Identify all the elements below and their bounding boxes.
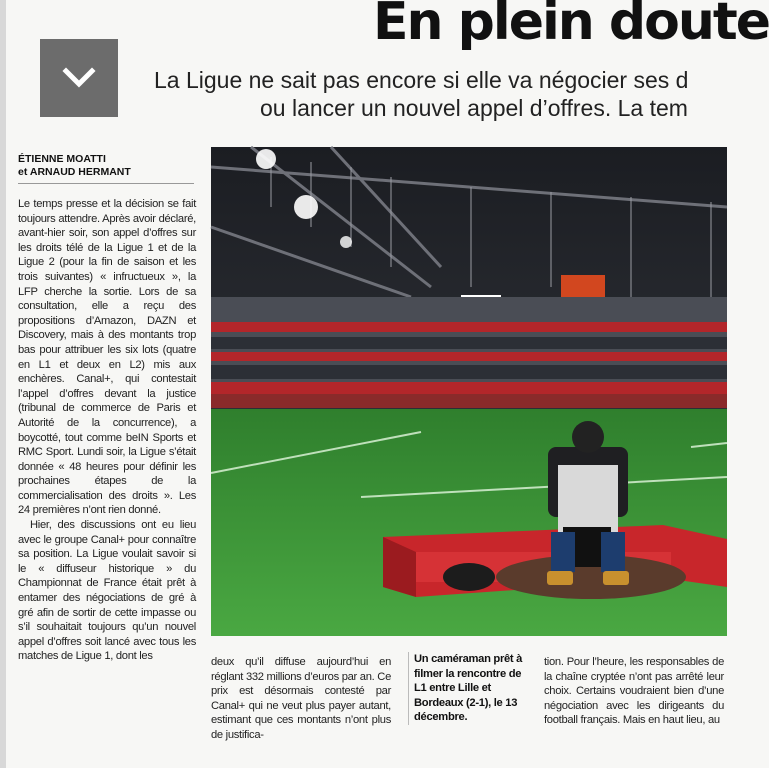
- deck-line-2: ou lancer un nouvel appel d’offres. La tem: [260, 95, 688, 121]
- photo-caption: Un caméraman prêt à filmer la rencontre de L1 entre Lille et Bordeaux (2-1), le 13 décembre.: [408, 652, 526, 725]
- stadium-photo: [211, 147, 727, 636]
- body-column-2: deux qu’il diffuse aujourd’hui en réglant 332 millions d’euros par an. Ce prix est désormais contesté par Canal+ qui ne veut plus payer autant, estimant que ces montants n’ont plus de justifica-: [211, 656, 391, 741]
- byline-divider: [18, 183, 194, 184]
- collapse-menu-button[interactable]: [40, 39, 118, 117]
- deck-line-1: La Ligue ne sait pas encore si elle va négocier ses d: [154, 67, 689, 93]
- body-column-1: [18, 197, 196, 664]
- body-paragraph: Le temps presse et la décision se fait toujours attendre. Après avoir déclaré, avant-hier soir, son appel d’offres sur les droits télé de la Ligue 1 et de la Ligue 2 (pour la fin de saison et les trois suivantes) « infructueux », la LFP cherche la sortie. Lors de sa consultation, elle a reçu des propositions d’Amazon, DAZN et Discovery, mais à des montants trop bas pour attribuer les six lots (quatre en L1 et deux en L2) mis aux enchères. Canal+, qui contestait l’appel d’offres devant la justice (tribunal de commerce de Paris et Autorité de la concurrence), a boycotté, tout comme beIN Sports et RMC Sport. Lundi soir, la Ligue s’était donnée « 48 heures pour définir les prochaines étapes de la commercialisation des droits ». Les 24 premières n’ont rien donné.: [18, 198, 196, 517]
- byline: [18, 153, 198, 179]
- author-1: ÉTIENNE MOATTI: [18, 153, 106, 165]
- body-paragraph: Hier, des discussions ont eu lieu avec le groupe Canal+ pour connaître sa position. La Ligue voulait savoir si le « diffuseur historique » du Championnat de France était prêt à entamer des négociations de gré à gré afin de sortir de cette impasse ou s’il souhaitait toujours qu’un nouvel appel d’offres soit lancé avec tous les matches de Ligue 1, dont les: [18, 519, 196, 663]
- page-edge: [0, 0, 6, 768]
- article-deck: [150, 66, 727, 122]
- body-column-3: tion. Pour l’heure, les responsables de la chaîne cryptée n’ont pas arrêté leur choix. Certains voudraient bien d’une négociation avec les dirigeants du football français. Mais en haut lieu, au: [544, 656, 724, 727]
- article-headline: En plein doute: [373, 0, 769, 52]
- author-2: et ARNAUD HERMANT: [18, 166, 131, 178]
- chevron-down-icon: [62, 67, 96, 89]
